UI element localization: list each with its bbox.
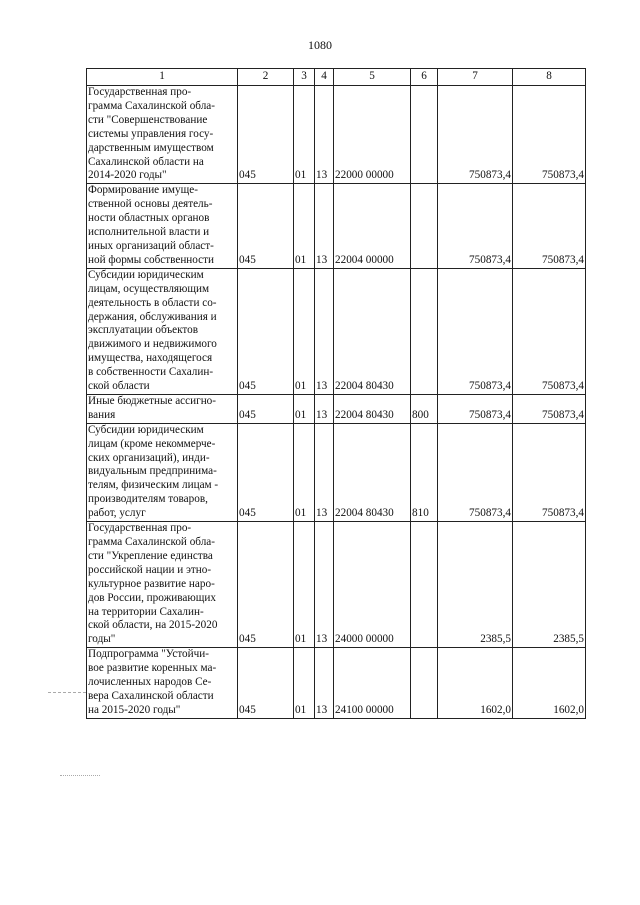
amount-total-cell: 750873,4 [513, 184, 586, 268]
section-cell: 01 [294, 86, 315, 184]
target-article-cell: 24000 00000 [334, 522, 411, 648]
section-cell: 01 [294, 423, 315, 521]
amount-cell: 1602,0 [438, 648, 513, 719]
subsection-cell: 13 [315, 648, 334, 719]
amount-total-cell: 2385,5 [513, 522, 586, 648]
section-cell: 01 [294, 648, 315, 719]
target-article-cell: 22004 00000 [334, 184, 411, 268]
target-article-cell: 24100 00000 [334, 648, 411, 719]
scan-noise-line [60, 775, 100, 776]
column-header: 8 [513, 69, 586, 86]
expense-type-cell [411, 268, 438, 394]
chapter-code-cell: 045 [238, 648, 294, 719]
table-row [87, 86, 586, 184]
section-cell: 01 [294, 522, 315, 648]
amount-cell: 750873,4 [438, 268, 513, 394]
column-header: 1 [87, 69, 238, 86]
amount-cell: 750873,4 [438, 394, 513, 423]
target-article-cell: 22004 80430 [334, 268, 411, 394]
column-header: 5 [334, 69, 411, 86]
amount-cell: 750873,4 [438, 86, 513, 184]
column-header: 7 [438, 69, 513, 86]
chapter-code-cell: 045 [238, 394, 294, 423]
table-header-row [87, 69, 586, 86]
expense-type-cell [411, 86, 438, 184]
subsection-cell: 13 [315, 394, 334, 423]
amount-cell: 750873,4 [438, 423, 513, 521]
column-header: 3 [294, 69, 315, 86]
amount-total-cell: 750873,4 [513, 423, 586, 521]
amount-cell: 750873,4 [438, 184, 513, 268]
subsection-cell: 13 [315, 268, 334, 394]
amount-total-cell: 750873,4 [513, 394, 586, 423]
column-header: 6 [411, 69, 438, 86]
table-row [87, 648, 586, 719]
row-name-cell: Государственная про- грамма Сахалинской обла- сти "Совершенствование системы управления госу- дарственным имуществом Сахалинской области на 2014-2020 годы" [87, 86, 238, 184]
expense-type-cell [411, 184, 438, 268]
row-name-cell: Иные бюджетные ассигно- вания [87, 394, 238, 423]
table-row [87, 522, 586, 648]
amount-total-cell: 750873,4 [513, 86, 586, 184]
expense-type-cell: 810 [411, 423, 438, 521]
row-name-cell: Подпрограмма "Устойчи- вое развитие коренных ма- лочисленных народов Се- вера Сахалинской области на 2015-2020 годы" [87, 648, 238, 719]
chapter-code-cell: 045 [238, 268, 294, 394]
subsection-cell: 13 [315, 86, 334, 184]
section-cell: 01 [294, 394, 315, 423]
row-name-cell: Государственная про- грамма Сахалинской обла- сти "Укрепление единства российской нации и этно- культурное развитие наро- дов России, проживающих на территории Сахалин- ской области, на 2015-2020 годы" [87, 522, 238, 648]
amount-total-cell: 750873,4 [513, 268, 586, 394]
column-header: 4 [315, 69, 334, 86]
row-name-cell: Субсидии юридическим лицам, осуществляющим деятельность в области со- держания, обслуживания и эксплуатации объектов движимого и недвижимого имущества, находящегося в собственности Сахалин- ской области [87, 268, 238, 394]
amount-total-cell: 1602,0 [513, 648, 586, 719]
budget-table [86, 68, 586, 719]
expense-type-cell [411, 522, 438, 648]
row-name-cell: Субсидии юридическим лицам (кроме некоммерче- ских организаций), инди- видуальным предпринима- телям, физическим лицам - производителям товаров, работ, услуг [87, 423, 238, 521]
page-number: 1080 [308, 38, 332, 52]
amount-cell: 2385,5 [438, 522, 513, 648]
chapter-code-cell: 045 [238, 522, 294, 648]
target-article-cell: 22004 80430 [334, 423, 411, 521]
scan-noise-line [48, 692, 86, 693]
subsection-cell: 13 [315, 522, 334, 648]
section-cell: 01 [294, 184, 315, 268]
row-name-cell: Формирование имуще- ственной основы деятель- ности областных органов исполнительной власти и иных организаций област- ной формы собственности [87, 184, 238, 268]
table-row [87, 268, 586, 394]
target-article-cell: 22004 80430 [334, 394, 411, 423]
target-article-cell: 22000 00000 [334, 86, 411, 184]
table-row [87, 184, 586, 268]
column-header: 2 [238, 69, 294, 86]
subsection-cell: 13 [315, 423, 334, 521]
chapter-code-cell: 045 [238, 423, 294, 521]
chapter-code-cell: 045 [238, 86, 294, 184]
subsection-cell: 13 [315, 184, 334, 268]
section-cell: 01 [294, 268, 315, 394]
table-row [87, 394, 586, 423]
expense-type-cell [411, 648, 438, 719]
expense-type-cell: 800 [411, 394, 438, 423]
chapter-code-cell: 045 [238, 184, 294, 268]
table-row [87, 423, 586, 521]
